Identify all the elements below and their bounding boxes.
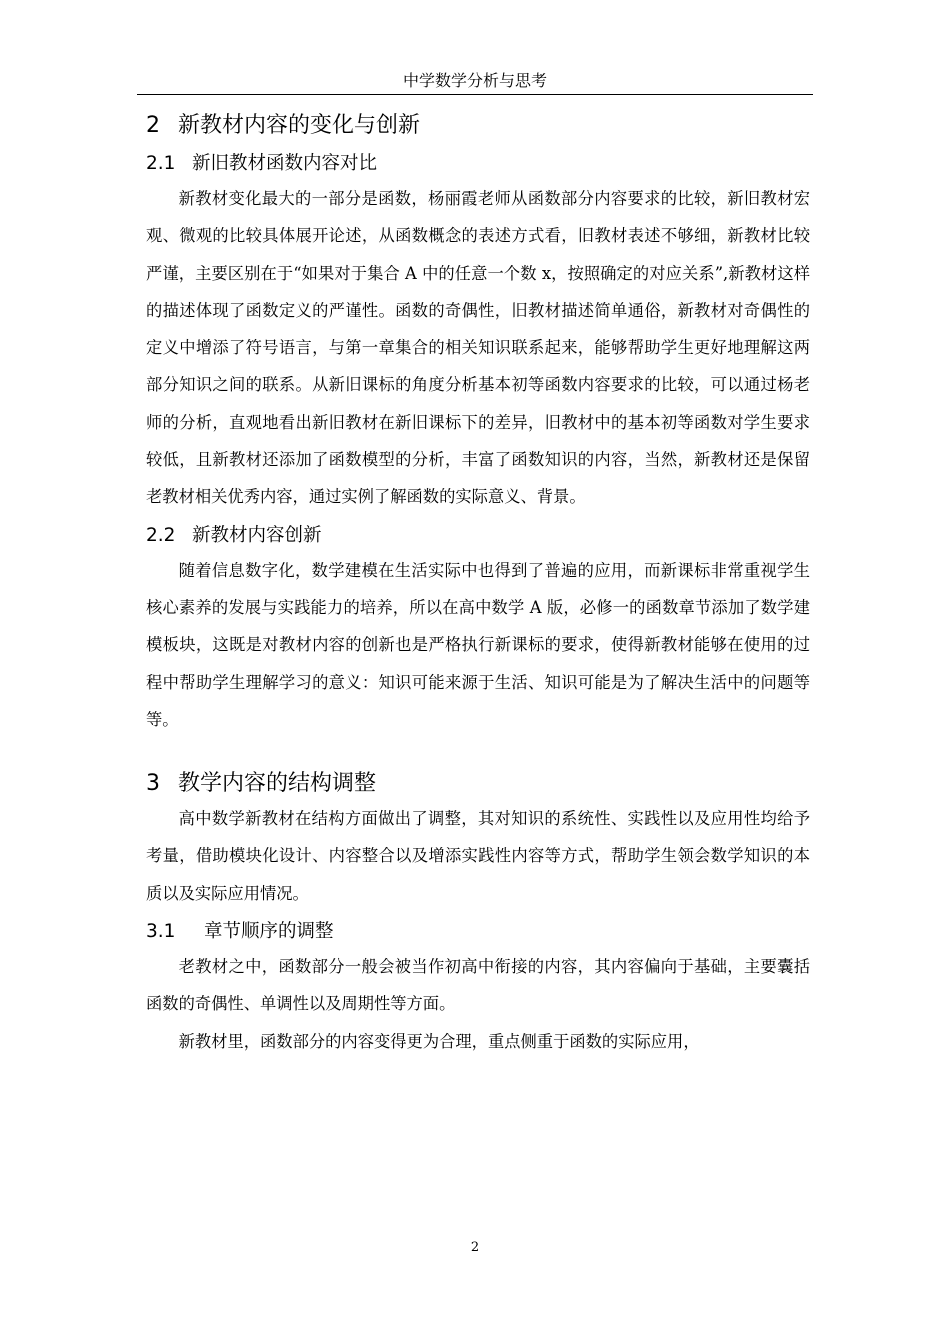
section-title: 教学内容的结构调整	[178, 771, 377, 797]
section-number: 2	[146, 113, 160, 138]
page-number: 2	[470, 1240, 480, 1255]
section-2-2-heading	[146, 522, 810, 550]
running-header: 中学数学分析与思考	[402, 71, 547, 90]
section-title: 新教材内容的变化与创新	[178, 113, 421, 138]
subsection-title: 章节顺序的调整	[204, 921, 334, 943]
section-3-heading	[146, 768, 810, 800]
subsection-number: 2.2	[146, 524, 176, 546]
subsection-number: 3.1	[146, 921, 176, 943]
section-2-1-paragraph: 新教材变化最大的一部分是函数，杨丽霞老师从函数部分内容要求的比较，新旧教材宏观、微观的比较具体展开论述，从函数概念的表述方式看，旧教材表述不够细，新教材比较严谨，主要区别在于“如果对于集合 A 中的任意一个数 x，按照确定的对应关系”,新教材这样的描述体现了函数定义的严谨性。函数的奇偶性，旧教材描述简单通俗，新教材对奇偶性的定义中增添了符号语言，与第一章集合的相关知识联系起来，能够帮助学生更好地理解这两部分知识之间的联系。从新旧课标的角度分析基本初等函数内容要求的比较，可以通过杨老师的分析，直观地看出新旧教材在新旧课标下的差异，旧教材中的基本初等函数对学生要求较低，且新教材还添加了函数模型的分析，丰富了函数知识的内容，当然，新教材还是保留老教材相关优秀内容，通过实例了解函数的实际意义、背景。	[146, 189, 810, 507]
subsection-title: 新旧教材函数内容对比	[192, 153, 378, 174]
header-rule	[137, 94, 813, 95]
section-number: 3	[146, 771, 160, 797]
section-3-1-paragraph-1: 老教材之中，函数部分一般会被当作初高中衔接的内容，其内容偏向于基础，主要囊括函数的奇偶性、单调性以及周期性等方面。	[146, 957, 810, 1014]
section-2-heading	[146, 110, 810, 142]
section-3-1-heading	[146, 918, 810, 946]
section-2-1-heading	[146, 150, 810, 178]
section-3-1-paragraph-2: 新教材里，函数部分的内容变得更为合理，重点侧重于函数的实际应用，	[178, 1031, 700, 1051]
subsection-number: 2.1	[146, 153, 176, 174]
section-2-2-paragraph: 随着信息数字化，数学建模在生活实际中也得到了普遍的应用，而新课标非常重视学生核心素养的发展与实践能力的培养，所以在高中数学 A 版，必修一的函数章节添加了数学建模板块，这既是对教材内容的创新也是严格执行新课标的要求，使得新教材能够在使用的过程中帮助学生理解学习的意义：知识可能来源于生活、知识可能是为了解决生活中的问题等等。	[146, 560, 810, 729]
body-text	[146, 110, 810, 1060]
subsection-title: 新教材内容创新	[192, 524, 322, 546]
section-3-paragraph: 高中数学新教材在结构方面做出了调整，其对知识的系统性、实践性以及应用性均给予考量，借助模块化设计、内容整合以及增添实践性内容等方式，帮助学生领会数学知识的本质以及实际应用情况。	[146, 809, 810, 903]
